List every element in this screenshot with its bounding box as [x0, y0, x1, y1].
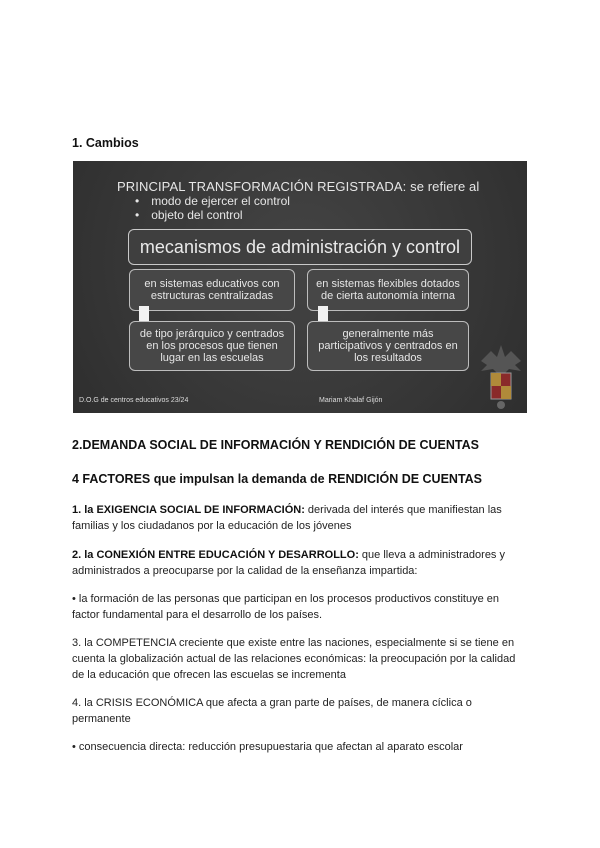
- factor-3-paragraph: 3. la COMPETENCIA creciente que existe entre las naciones, especialmente si se tiene en cuenta la globalización actual de las relaciones económicas: la preocupación por la calidad de la educación que ofrecen las escuelas se incrementa: [72, 637, 516, 681]
- slide-footer-course: D.O.G de centros educativos 23/24: [79, 397, 189, 404]
- factor-2-title: 2. la CONEXIÓN ENTRE EDUCACIÓN Y DESARROLLO:: [72, 549, 359, 561]
- slide-box-hierarchical: de tipo jerárquico y centrados en los procesos que tienen lugar en las escuelas: [129, 321, 295, 371]
- coat-of-arms-icon: [475, 321, 527, 413]
- section-heading-cambios: 1. Cambios: [72, 136, 139, 150]
- slide-bullet: • modo de ejercer el control: [135, 194, 290, 208]
- slide-footer-author: Mariam Khalaf Gijón: [319, 397, 383, 404]
- factor-2-text: que lleva a administradores y administrados a preocuparse por la calidad de la enseñanza impartida:: [72, 549, 505, 577]
- section-heading-demanda: 2.DEMANDA SOCIAL DE INFORMACIÓN Y RENDICIÓN DE CUENTAS: [72, 438, 479, 452]
- factor-1-text: derivada del interés que manifiestan las familias y los ciudadanos por la educación de los jóvenes: [72, 504, 502, 532]
- slide-bullet: • objeto del control: [135, 208, 290, 222]
- factor-1-title: 1. la EXIGENCIA SOCIAL DE INFORMACIÓN:: [72, 504, 305, 516]
- factor-1-paragraph: [72, 502, 528, 534]
- slide-box-flexible: en sistemas flexibles dotados de cierta autonomía interna: [307, 269, 469, 311]
- slide-main-box: mecanismos de administración y control: [128, 229, 472, 265]
- slide-box-centralized: en sistemas educativos con estructuras centralizadas: [129, 269, 295, 311]
- factor-4-paragraph: 4. la CRISIS ECONÓMICA que afecta a gran parte de países, de manera cíclica o permanente: [72, 697, 472, 725]
- section-heading-factores: 4 FACTORES que impulsan la demanda de RENDICIÓN DE CUENTAS: [72, 472, 483, 486]
- slide-title: PRINCIPAL TRANSFORMACIÓN REGISTRADA: se refiere al: [117, 179, 480, 194]
- slide-box-participative: generalmente más participativos y centrados en los resultados: [307, 321, 469, 371]
- slide-bullets: [135, 194, 290, 222]
- factor-2-bullet: • la formación de las personas que participan en los procesos productivos constituye en factor fundamental para el desarrollo de los países.: [72, 593, 499, 621]
- factor-2-paragraph: [72, 547, 528, 579]
- factor-4-bullet: • consecuencia directa: reducción presupuestaria que afectan al aparato escolar: [72, 741, 463, 753]
- slide-image: [73, 161, 527, 413]
